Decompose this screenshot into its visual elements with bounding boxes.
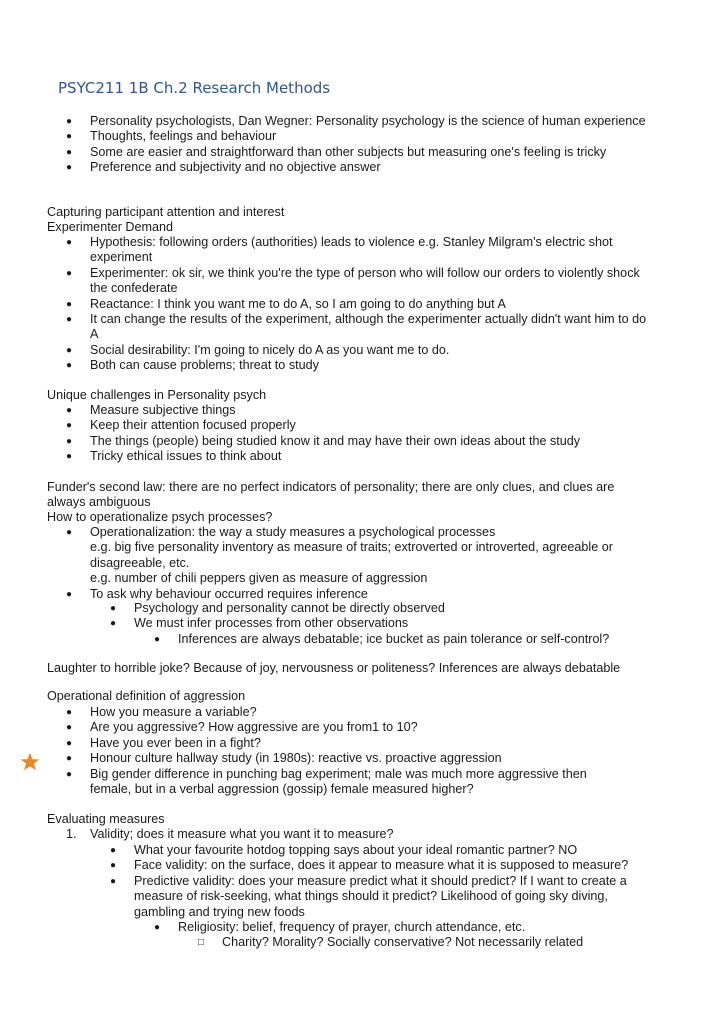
list-item: ● It can change the results of the experiment, although the experimenter actually didn't want him to do A xyxy=(66,312,647,342)
bullet-icon: ● xyxy=(66,420,73,432)
list-item: ● Inferences are always debatable; ice bucket as pain tolerance or self-control? xyxy=(154,632,610,646)
item-number: 1. xyxy=(66,827,77,841)
bullet-icon: ● xyxy=(66,360,73,372)
list-item: ● Psychology and personality cannot be directly observed xyxy=(110,601,445,615)
list-item: ● Preference and subjectivity and no objective answer xyxy=(66,160,381,175)
list-item: ● Face validity: on the surface, does it appear to measure what it is supposed to measure? xyxy=(110,858,629,873)
religiosity-list xyxy=(154,920,654,935)
bullet-icon: ● xyxy=(66,753,73,765)
list-item: ● Reactance: I think you want me to do A, so I am going to do anything but A xyxy=(66,296,506,311)
validity-list xyxy=(110,843,650,920)
list-item: ● What your favourite hotdog topping says about your ideal romantic partner? NO xyxy=(110,843,578,857)
experimenter-demand-list xyxy=(66,235,650,374)
list-item: ● Personality psychologists, Dan Wegner: Personality psychology is the science of human experience xyxy=(66,114,646,128)
charity-list xyxy=(198,935,678,950)
list-item: ● Measure subjective things xyxy=(66,403,236,417)
bullet-icon: ● xyxy=(66,435,73,447)
list-item: ● Predictive validity: does your measure predict what it should predict? If I want to create a measure of risk-seeking, what things should it predict? Likelihood of going sky diving, gambling and trying new foods xyxy=(110,873,627,919)
list-item: ● Tricky ethical issues to think about xyxy=(66,449,282,464)
list-item: ● To ask why behaviour occurred requires inference xyxy=(66,586,368,601)
list-item: ● Both can cause problems; threat to study xyxy=(66,358,319,373)
bullet-icon: ● xyxy=(66,344,73,356)
bullet-icon: ● xyxy=(66,588,73,600)
list-item: ● Big gender difference in punching bag experiment; male was much more aggressive then female, but in a verbal aggression (gossip) female measured higher? xyxy=(66,766,587,797)
bullet-icon: ● xyxy=(66,298,73,310)
list-item: ● How you measure a variable? xyxy=(66,705,257,719)
bullet-icon: ● xyxy=(66,267,73,279)
bullet-icon: ● xyxy=(66,146,73,158)
list-item: ● Experimenter: ok sir, we think you're the type of person who will follow our orders to violently shock the confederate xyxy=(66,265,640,296)
page-title: PSYC211 1B Ch.2 Research Methods xyxy=(58,79,331,97)
section-heading: Experimenter Demand xyxy=(47,220,173,234)
bullet-icon: ● xyxy=(66,707,73,718)
operationalize-list xyxy=(66,525,656,602)
list-item: ● Honour culture hallway study (in 1980s): reactive vs. proactive aggression xyxy=(66,751,502,766)
bullet-icon: ● xyxy=(66,451,73,463)
bullet-icon: ● xyxy=(66,314,73,326)
list-item: ● Operationalization: the way a study measures a psychological processes e.g. big five personality inventory as measure of traits; extroverted or introverted, agreeable or disagreeable, etc. e.g. number of chili peppers given as measure of aggression xyxy=(66,525,613,586)
inference-sub-list xyxy=(110,601,650,632)
section-heading: Evaluating measures xyxy=(47,812,165,826)
bullet-icon: ● xyxy=(110,875,117,887)
section-heading: Unique challenges in Personality psych xyxy=(47,388,267,402)
intro-bullet-list xyxy=(66,114,656,176)
document-page: PSYC211 1B Ch.2 Research Methods ● Personality psychologists, Dan Wegner: Personality psychology is the science of human experience ● Thoughts, feelings and behaviour ● Some are easier and straightforward than other subjects but measuring one's feeling is tricky ● Preference and subjectivity and no objective answer Capturing participant attention and interest Experimenter Demand ● Hypothesis: following orders (authorities) leads to violence e.g. Stanley Milgram's electric shot experiment ● Experimenter: ok sir, we think you're the type of person who will follow our orders to violently shock the confederate ● Reactance: I think you want me to do A, so I am going to do anything but A ● It can change the results of the experiment, although the experimenter actually didn't want him to do A ● Social desirability: I'm going to nicely do A as you want me to do. ● Both can cause problems; threat to study Unique challenges in Personality psych ● Measure subjective things ● Keep their attention focused properly ● The things (people) being studied know it and may have their own ideas about the study ● Tricky ethical issues to think about Funder's second law: there are no perfect indicators of personality; there are only clues, and clues are always ambiguous How to operationalize psych processes? ● Operationalization: the way a study measures a psychological processes e.g. big five personality inventory as measure of traits; extroverted or introverted, agreeable or disagreeable, etc. e.g. number of chili peppers given as measure of aggression ● To ask why behaviour occurred requires inference ● Psychology and personality cannot be directly observed ● We must infer processes from other observations ● Inferences are always debatable; ice bucket as pain tolerance or self-control? Laughter to horrible joke? Because of joy, nervousness or politeness? Inferences are always debatable Operational definition of aggression ● How you measure a variable? ● Are you aggressive? How aggressive are you from1 to 10? ● Have you ever been in a fight? ● Honour culture hallway study (in 1980s): reactive vs. proactive aggression ● Big gender difference in punching bag experiment; male was much more aggressive then female, but in a verbal aggression (gossip) female measured higher? Evaluating measures 1. Validity; does it measure what you want it to measure? ● What your favourite hotdog topping says about your ideal romantic partner? NO ● Face validity: on the surface, does it appear to measure what it is supposed to measure? ● Predictive validity: does your measure predict what it should predict? If I want to create a measure of risk-seeking, what things should it predict? Likelihood of going sky diving, gambling and trying new foods ● Religiosity: belief, frequency of prayer, church attendance, etc. □ Charity? Morality? Socially conservative? Not necessarily related xyxy=(0,0,724,1024)
list-item: ● Thoughts, feelings and behaviour xyxy=(66,129,277,144)
list-item: ● We must infer processes from other observations xyxy=(110,616,409,631)
unique-challenges-list xyxy=(66,403,666,465)
bullet-icon: ● xyxy=(66,116,73,127)
bullet-icon: ● xyxy=(66,237,73,248)
section-heading: Capturing participant attention and interest xyxy=(47,205,285,219)
bullet-icon: ● xyxy=(154,634,161,645)
inference-subsub-list xyxy=(154,632,694,647)
list-item: ● Religiosity: belief, frequency of prayer, church attendance, etc. xyxy=(154,920,526,934)
star-icon xyxy=(20,752,40,772)
bullet-icon: ● xyxy=(66,722,73,734)
bullet-icon: ● xyxy=(66,405,73,416)
list-item: ● Social desirability: I'm going to nicely do A as you want me to do. xyxy=(66,342,450,357)
list-item: ● The things (people) being studied know it and may have their own ideas about the study xyxy=(66,433,581,448)
list-item: ● Have you ever been in a fight? xyxy=(66,735,261,750)
bullet-icon: ● xyxy=(66,527,73,538)
laughter-line: Laughter to horrible joke? Because of joy, nervousness or politeness? Inferences are always debatable xyxy=(47,661,621,675)
list-item: ● Keep their attention focused properly xyxy=(66,418,296,433)
square-bullet-icon: □ xyxy=(198,937,205,948)
bullet-icon: ● xyxy=(154,922,161,933)
section-heading: Operational definition of aggression xyxy=(47,689,246,703)
bullet-icon: ● xyxy=(110,618,117,630)
bullet-icon: ● xyxy=(66,737,73,749)
bullet-icon: ● xyxy=(66,768,73,780)
aggression-list xyxy=(66,705,626,797)
list-item: ● Some are easier and straightforward than other subjects but measuring one's feeling is tricky xyxy=(66,144,607,159)
section-heading: How to operationalize psych processes? xyxy=(47,510,273,524)
bullet-icon: ● xyxy=(110,860,117,872)
list-item: ● Hypothesis: following orders (authorities) leads to violence e.g. Stanley Milgram's electric shot experiment xyxy=(66,235,613,265)
bullet-icon: ● xyxy=(110,603,117,614)
bullet-icon: ● xyxy=(66,131,73,143)
list-item: □ Charity? Morality? Socially conservative? Not necessarily related xyxy=(198,935,584,949)
bullet-icon: ● xyxy=(110,845,117,856)
list-item: ● Are you aggressive? How aggressive are you from1 to 10? xyxy=(66,720,418,735)
funders-law: Funder's second law: there are no perfect indicators of personality; there are only clues, and clues are always ambiguous xyxy=(47,480,615,510)
bullet-icon: ● xyxy=(66,162,73,174)
